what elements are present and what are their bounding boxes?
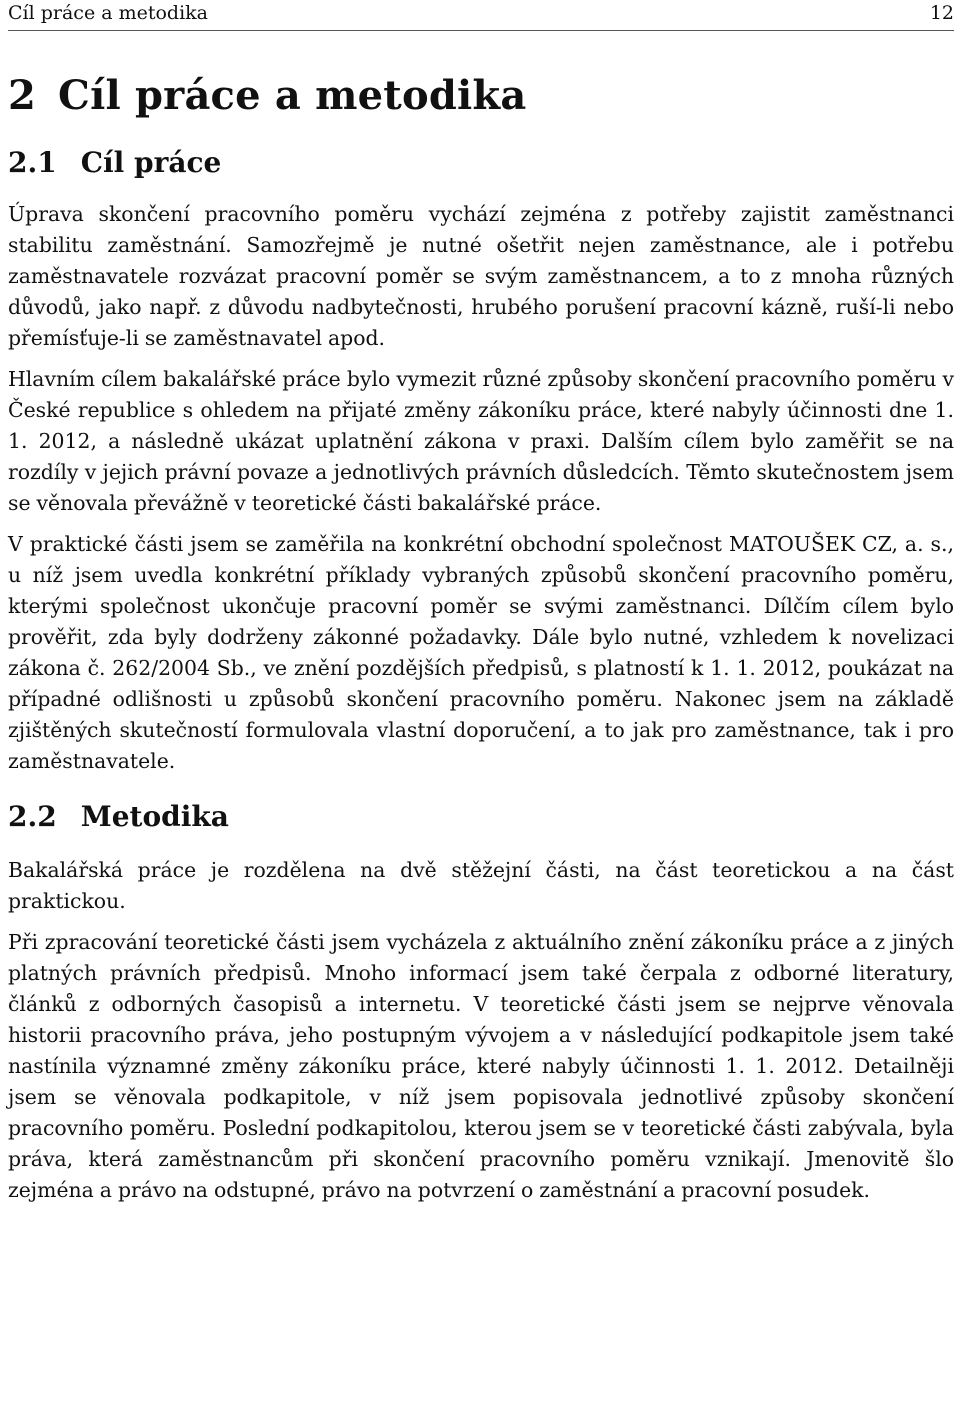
chapter-title: Cíl práce a metodika bbox=[58, 72, 527, 119]
running-header bbox=[8, 0, 954, 31]
paragraph: Při zpracování teoretické části jsem vycházela z aktuálního znění zákoníku práce a z jiných platných právních předpisů. Mnoho informací jsem také čerpala z odborné literatury, článků z odborných časopisů a internetu. V teoretické části jsem se nejprve věnovala historii pracovního práva, jeho postupným vývojem a v následující podkapitole jsem také nastínila významné změny zákoníku práce, které nabyly účinnosti 1. 1. 2012. Detailněji jsem se věnovala podkapitole, v níž jsem popisovala jednotlivé způsoby skončení pracovního poměru. Poslední podkapitolou, kterou jsem se v teoretické části zabývala, byla práva, která zaměstnancům při skončení pracovního poměru vznikají. Jmenovitě šlo zejména a právo na odstupné, právo na potvrzení o zaměstnání a pracovní posudek. bbox=[8, 930, 954, 1202]
section-title: Cíl práce bbox=[80, 146, 222, 179]
paragraph: V praktické části jsem se zaměřila na konkrétní obchodní společnost MATOUŠEK CZ, a. s., u níž jsem uvedla konkrétní příklady vybraných způsobů skončení pracovního poměru, kterými společnost ukončuje pracovní poměr se svými zaměstnanci. Dílčím cílem bylo prověřit, zda byly dodrženy zákonné požadavky. Dále bylo nutné, vzhledem k novelizaci zákona č. 262/2004 Sb., ve znění pozdějších předpisů, s platností k 1. 1. 2012, poukázat na případné odlišnosti u způsobů skončení pracovního poměru. Nakonec jsem na základě zjištěných skutečností formulovala vlastní doporučení, a to jak pro zaměstnance, tak i pro zaměstnavatele. bbox=[8, 532, 954, 773]
paragraph: Úprava skončení pracovního poměru vychází zejména z potřeby zajistit zaměstnanci stabilitu zaměstnání. Samozřejmě je nutné ošetřit nejen zaměstnance, ale i potřebu zaměstnavatele rozvázat pracovní poměr se svým zaměstnancem, a to z mnoha různých důvodů, jako např. z důvodu nadbytečnosti, hrubého porušení pracovní kázně, ruší-li nebo přemísťuje-li se zaměstnavatel apod. bbox=[8, 202, 954, 350]
section-number: 2.2 bbox=[8, 800, 57, 833]
section-heading-methodology bbox=[8, 799, 954, 835]
chapter-heading bbox=[8, 71, 954, 121]
paragraph: Bakalářská práce je rozdělena na dvě stěžejní části, na část teoretickou a na část praktickou. bbox=[8, 858, 954, 913]
header-title: Cíl práce a metodika bbox=[8, 2, 209, 24]
document-page bbox=[8, 0, 954, 1206]
chapter-number: 2 bbox=[8, 72, 37, 119]
paragraph: Hlavním cílem bakalářské práce bylo vymezit různé způsoby skončení pracovního poměru v České republice s ohledem na přijaté změny zákoníku práce, které nabyly účinnosti dne 1. 1. 2012, a následně ukázat uplatnění zákona v praxi. Dalším cílem bylo zaměřit se na rozdíly v jejich právní povaze a jednotlivých právních důsledcích. Těmto skutečnostem jsem se věnovala převážně v teoretické části bakalářské práce. bbox=[8, 367, 954, 515]
page-number: 12 bbox=[929, 2, 954, 24]
section-heading-goal bbox=[8, 145, 954, 181]
section-number: 2.1 bbox=[8, 146, 57, 179]
section-title: Metodika bbox=[80, 800, 229, 833]
